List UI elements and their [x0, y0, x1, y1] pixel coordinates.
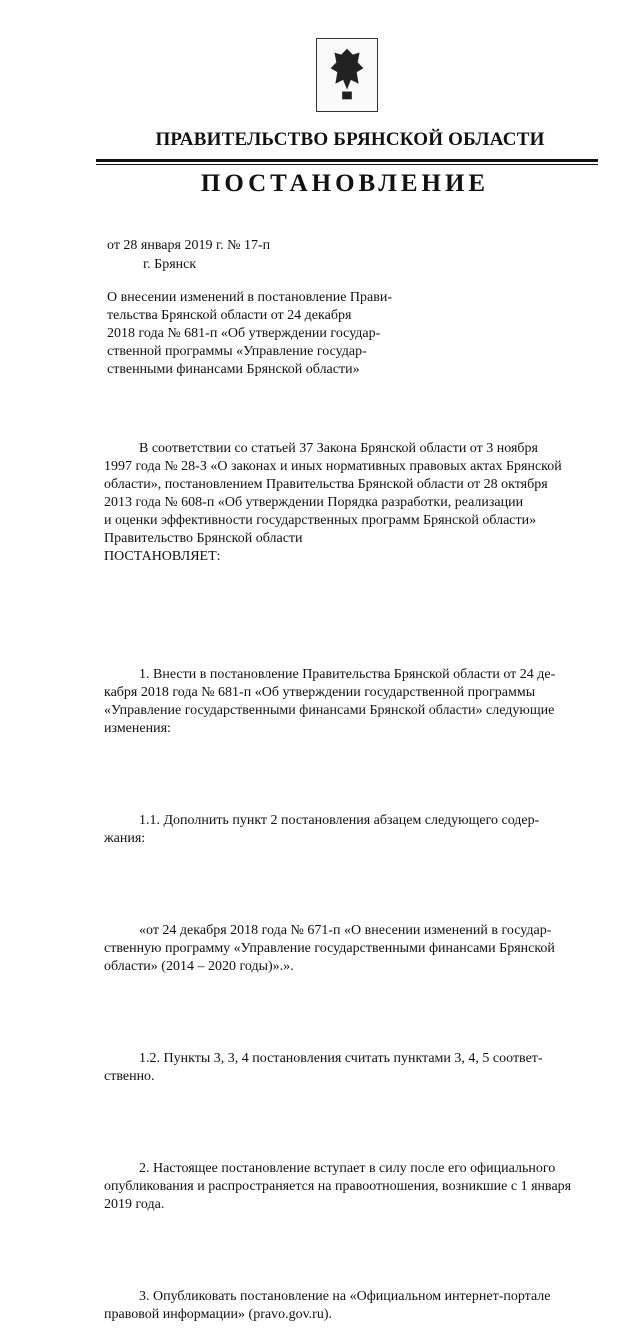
document-meta	[107, 236, 270, 274]
date-number: от 28 января 2019 г. № 17-п	[107, 238, 271, 253]
preamble-paragraph: В соответствии со статьей 37 Закона Брянской области от 3 ноября 1997 года № 28-З «О законах и иных нормативных правовых актах Брянской области», постановлением Правительства Брянской области от 28 октября 2013 года № 608-п «Об утверждении Порядка разработки, реализации и оценки эффективности государственных программ Брянской области» Правительство Брянской области ПОСТАНОВЛЯЕТ:	[104, 441, 562, 564]
city: г. Брянск	[143, 257, 197, 272]
document-subject: О внесении изменений в постановление Прави- тельства Брянской области от 24 декабря 2018 года № 681-п «Об утверждении государ- ственной программы «Управление государ- ственными финансами Брянской области»	[107, 290, 393, 377]
item-paragraph: «от 24 декабря 2018 года № 671-п «О внесении изменений в государ- ственную программу «Управление государственными финансами Брянской области» (2014 – 2020 годы)».».	[104, 923, 555, 974]
item-paragraph: 1.1. Дополнить пункт 2 постановления абзацем следующего содер- жания:	[104, 813, 540, 846]
coat-of-arms-icon	[316, 38, 378, 112]
item-paragraph: 3. Опубликовать постановление на «Официальном интернет-портале правовой информации» (pravo.gov.ru).	[104, 1289, 551, 1322]
header-rule-thin	[96, 164, 598, 165]
item-paragraph: 2. Настоящее постановление вступает в силу после его официального опубликования и распространяется на правоотношения, возникшие с 1 января 2019 года.	[104, 1161, 572, 1212]
header-rule-thick	[96, 159, 598, 162]
document-type-title: ПОСТАНОВЛЕНИЕ	[200, 170, 490, 197]
item-paragraph: 1.2. Пункты 3, 3, 4 постановления считать пунктами 3, 4, 5 соответ- ственно.	[104, 1051, 543, 1084]
document-body	[104, 404, 604, 1342]
organization-title: ПРАВИТЕЛЬСТВО БРЯНСКОЙ ОБЛАСТИ	[155, 129, 545, 150]
item-paragraph: 1. Внести в постановление Правительства Брянской области от 24 де- кабря 2018 года № 681-п «Об утверждении государственной программы «Управление государственными финансами Брянской области» следующие изменения:	[104, 667, 556, 736]
